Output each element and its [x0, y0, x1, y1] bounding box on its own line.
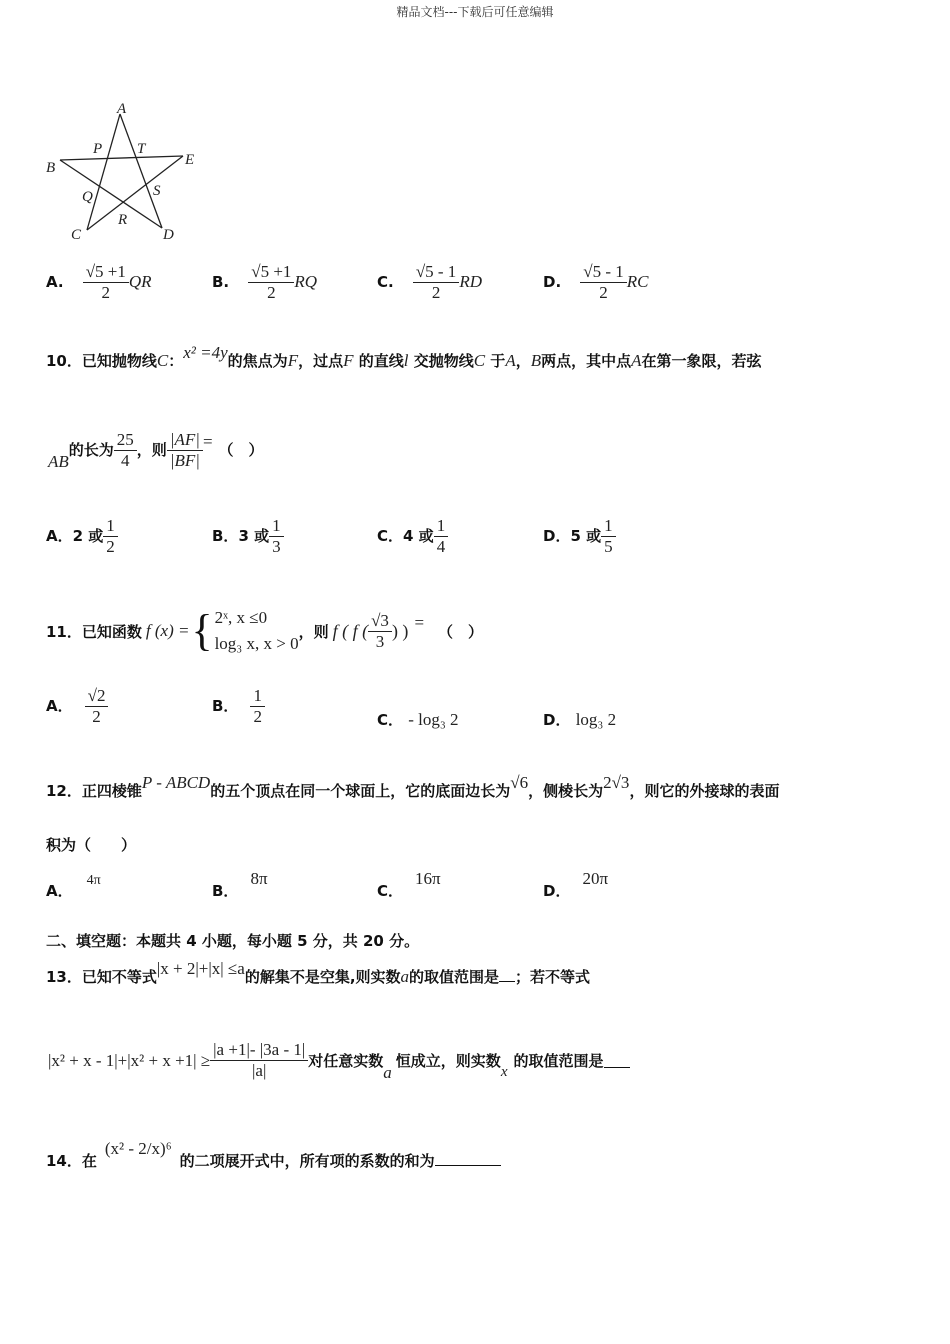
star-edge — [120, 114, 162, 228]
q12-option-b[interactable]: B．8π — [212, 869, 268, 900]
q12-stem-line1: 12．正四棱锥P - ABCD的五个顶点在同一个球面上，它的底面边长为√6，侧棱长为2√3，则它的外接球的表面 — [46, 773, 780, 800]
star-edge — [60, 160, 162, 228]
option-fraction: $\frac{√5 - 1}{2}$ — [580, 262, 627, 303]
q9-option-d[interactable]: D. $\frac{√5 - 1}{2}$ RC — [543, 262, 649, 302]
option-fraction: $\frac{1}{4}$ — [434, 516, 449, 557]
option-fraction: $\frac{1}{3}$ — [269, 516, 284, 557]
option-fraction: $\frac{1}{5}$ — [601, 516, 616, 557]
option-fraction: $\frac{√5 +1}{2}$ — [83, 262, 129, 303]
label-P: P — [93, 141, 103, 157]
inequality-fraction: $\frac{|a +1|- |3a - 1|}{|a|}$ — [210, 1040, 308, 1081]
option-fraction: $\frac{1}{2}$ — [250, 686, 265, 727]
q12-stem-line2: 积为（ ） — [46, 836, 137, 854]
q13-stem-line2: |x² + x - 1|+|x² + x +1| ≥ $\frac{|a +1|- |3a - 1|}{|a|}$ 对任意实数 a 恒成立，则实数 x 的取值范围是 — [48, 1040, 630, 1081]
q13-stem-line1: 13．已知不等式|x + 2|+|x| ≤a的解集不是空集,则实数a的取值范围是 ；若不等式 — [46, 959, 591, 986]
star-edge — [87, 114, 120, 230]
q10-stem-line2: AB的长为 $\frac{25}{4}$ ，则 $\frac{|AF|}{|BF|}$ = （ ） — [48, 430, 264, 471]
label-B: B — [46, 160, 56, 176]
star-figure — [40, 98, 210, 248]
option-fraction: $\frac{√5 +1}{2}$ — [248, 262, 294, 303]
label-S: S — [153, 183, 161, 199]
q11-option-a[interactable]: A． $\frac{√2}{2}$ — [46, 686, 108, 727]
piecewise-cases: 2ˣ, x ≤0 log₃ x, x > 0 — [214, 608, 299, 653]
q10-stem-line1: 10．已知抛物线C：x² =4y的焦点为F，过点F 的直线l 交抛物线C 于A，B两点，其中点A在第一象限，若弦 — [46, 343, 762, 370]
q11-option-b[interactable]: B． $\frac{1}{2}$ — [212, 686, 265, 727]
ratio-fraction: $\frac{|AF|}{|BF|}$ — [167, 430, 203, 471]
q11-stem: 11． 已知函数 f (x) = { 2ˣ, x ≤0 log₃ x, x > 0 ，则 f ( f ( $\frac{√3}{3}$ ) ) = （ ） — [46, 606, 484, 655]
q10-option-a[interactable]: A．2 或 $\frac{1}{2}$ — [46, 516, 118, 557]
q10-option-c[interactable]: C．4 或 $\frac{1}{4}$ — [377, 516, 448, 557]
page-header: 精品文档---下载后可任意编辑 — [396, 5, 554, 19]
label-Q: Q — [82, 189, 93, 205]
q12-option-a[interactable]: A．4π — [46, 873, 101, 900]
length-fraction: $\frac{25}{4}$ — [114, 430, 137, 471]
q9-option-c[interactable]: C. $\frac{√5 - 1}{2}$ RD — [377, 262, 482, 302]
q9-option-b[interactable]: B. $\frac{√5 +1}{2}$ RQ — [212, 262, 318, 302]
q10-option-d[interactable]: D．5 或 $\frac{1}{5}$ — [543, 516, 616, 557]
option-fraction: $\frac{√5 - 1}{2}$ — [413, 262, 460, 303]
option-fraction: $\frac{1}{2}$ — [103, 516, 118, 557]
argument-fraction: $\frac{√3}{3}$ — [368, 611, 392, 652]
label-C: C — [71, 227, 82, 243]
answer-blank[interactable] — [435, 1151, 501, 1166]
star-edge — [87, 156, 183, 230]
q11-option-d[interactable]: D． log₃ 2 — [543, 710, 617, 729]
piecewise-brace: { — [191, 606, 213, 655]
label-A: A — [117, 101, 127, 117]
option-fraction: $\frac{√2}{2}$ — [85, 686, 109, 727]
label-T: T — [137, 141, 146, 157]
section-heading: 二、填空题：本题共 4 小题，每小题 5 分，共 20 分。 — [46, 932, 420, 950]
answer-blank[interactable] — [499, 967, 515, 982]
q11-option-c[interactable]: C． - log₃ 2 — [377, 710, 459, 729]
answer-blank[interactable] — [604, 1053, 630, 1068]
q14-stem: 14．在(x² - 2/x)⁶的二项展开式中，所有项的系数的和为 — [46, 1150, 501, 1171]
q12-option-c[interactable]: C．16π — [377, 869, 441, 900]
label-E: E — [185, 152, 195, 168]
star-edge — [60, 156, 183, 160]
q10-option-b[interactable]: B．3 或 $\frac{1}{3}$ — [212, 516, 284, 557]
label-R: R — [118, 212, 128, 228]
q12-option-d[interactable]: D．20π — [543, 869, 609, 900]
label-D: D — [163, 227, 174, 243]
q9-option-a[interactable]: A. $\frac{√5 +1}{2}$ QR — [46, 262, 152, 302]
